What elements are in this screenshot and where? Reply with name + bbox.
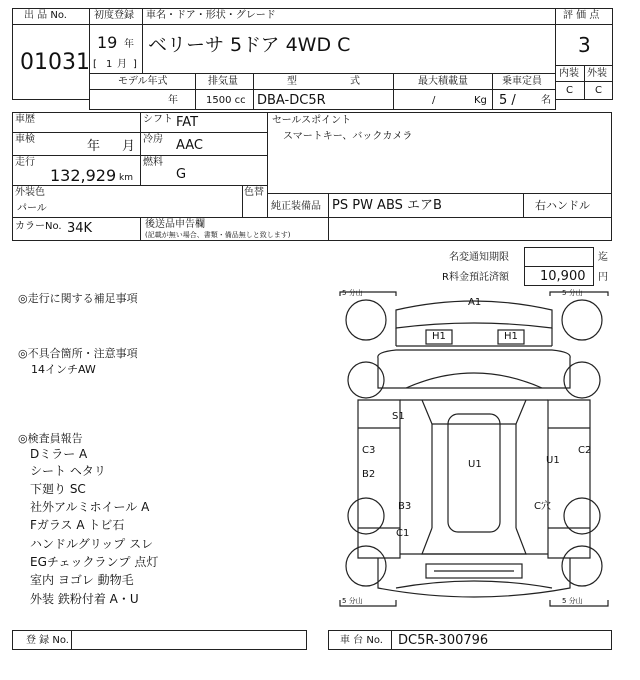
first-reg-label: 初度登録 <box>94 10 134 21</box>
mark-c3: C3 <box>362 445 376 456</box>
recycle-unit: 円 <box>598 272 608 283</box>
score-label: 評 価 点 <box>563 10 600 21</box>
tire-label-rr: 5 分山 <box>562 597 583 605</box>
interior-label: 内装 <box>559 68 579 79</box>
tire-label-rl: 5 分山 <box>342 597 363 605</box>
mark-a1: A1 <box>468 297 482 308</box>
defect-item: 14インチAW <box>31 363 96 376</box>
equipment-label: 純正装備品 <box>271 201 321 212</box>
deadline-unit: 迄 <box>598 252 608 263</box>
lot-number: 01031 <box>20 50 90 75</box>
recycle-amount: 10,900 <box>540 269 586 284</box>
reg-label: 登 録 No. <box>26 635 69 646</box>
aftermarket-note: (記載が無い場合、書類・備品無しと致します) <box>145 231 291 239</box>
shift-label: シフト <box>143 114 173 125</box>
color-change-label: 色替 <box>244 187 264 198</box>
tire-label-fl: 5 分山 <box>342 289 363 297</box>
inspection-label: 車検 <box>15 134 35 145</box>
mark-s1: S1 <box>392 411 405 422</box>
sales-point-label: セールスポイント <box>272 115 352 126</box>
car-name: ベリーサ 5ドア 4WD C <box>148 34 351 56</box>
reg-number-cell <box>71 630 307 650</box>
reg-month-unit: 月 <box>117 59 127 70</box>
aftermarket-label: 後送品申告欄 <box>145 219 205 230</box>
type-label: 型 <box>287 76 297 87</box>
inspector-item: シート ヘタリ <box>30 464 106 478</box>
mark-h1-left: H1 <box>432 331 446 342</box>
inspector-item: EGチェックランプ 点灯 <box>30 555 159 569</box>
load-label: 最大積載量 <box>418 76 468 87</box>
fuel-value: G <box>176 167 187 182</box>
reg-month: 1 <box>106 59 113 70</box>
mark-b3: B3 <box>398 501 412 512</box>
reg-month-close: ] <box>133 59 137 70</box>
car-damage-diagram <box>336 288 612 610</box>
reg-month-open: [ <box>93 59 97 70</box>
mark-u1-center: U1 <box>468 459 482 470</box>
type-label-2: 式 <box>350 76 360 87</box>
tire-label-fr: 5 分山 <box>562 289 583 297</box>
mark-b2: B2 <box>362 469 376 480</box>
displacement-label: 排気量 <box>208 76 238 87</box>
chassis-number: DC5R-300796 <box>398 633 489 648</box>
deadline-cell <box>524 247 594 267</box>
inspector-item: 下廻り SC <box>30 482 86 496</box>
mark-c1: C1 <box>396 528 410 539</box>
steering-value: 右ハンドル <box>535 199 590 212</box>
mileage-unit: km <box>119 173 133 183</box>
model-year-label: モデル年式 <box>118 76 168 87</box>
mark-c-hole: C穴 <box>534 501 551 512</box>
equipment-value: PS PW ABS エアB <box>332 198 442 213</box>
exterior-label: 外装 <box>587 68 607 79</box>
mark-u1-right: U1 <box>546 455 560 466</box>
sales-point-value: スマートキー、バックカメラ <box>283 131 413 142</box>
history-label: 車歴 <box>15 114 35 125</box>
model-code: DBA-DC5R <box>257 93 326 108</box>
aftermarket-entry-cell <box>328 217 612 241</box>
inspector-item: Dミラー A <box>30 447 88 461</box>
score-value: 3 <box>578 33 591 57</box>
color-no-label: カラーNo. <box>15 221 62 232</box>
load-unit: Kg <box>474 95 487 106</box>
shift-value: FAT <box>176 115 199 130</box>
chassis-label: 車 台 No. <box>340 635 383 646</box>
inspection-year-unit: 年 <box>87 139 101 154</box>
inspector-item: 室内 ヨゴレ 動物毛 <box>30 573 134 587</box>
inspector-item: 外装 鉄粉付着 A・U <box>30 592 139 606</box>
lot-label: 出 品 No. <box>24 10 67 21</box>
load-value: / <box>432 95 436 106</box>
capacity-value: 5 / <box>499 93 516 108</box>
reg-year-unit: 年 <box>124 39 134 50</box>
defects-heading: ◎不具合箇所・注意事項 <box>18 347 138 360</box>
mark-c2: C2 <box>578 445 592 456</box>
inspector-item: Fガラス A トビ石 <box>30 518 125 532</box>
model-year-unit: 年 <box>168 95 178 106</box>
capacity-label: 乗車定員 <box>502 76 542 87</box>
inspection-month-unit: 月 <box>122 139 136 154</box>
mileage-value: 132,929 <box>50 166 117 185</box>
color-no-value: 34K <box>67 221 93 236</box>
displacement-value: 1500 cc <box>206 95 246 106</box>
interior-grade: C <box>566 85 573 96</box>
ac-label: 冷房 <box>143 134 163 145</box>
capacity-unit: 名 <box>541 95 551 106</box>
fuel-label: 燃料 <box>143 157 163 168</box>
mileage-label: 走行 <box>15 157 35 168</box>
recycle-label: R料金預託済額 <box>442 272 509 283</box>
inspector-item: ハンドルグリップ スレ <box>30 537 154 551</box>
inspector-heading: ◎検査員報告 <box>18 432 83 445</box>
car-name-label: 車名・ドア・形状・グレード <box>146 10 276 21</box>
exterior-grade: C <box>595 85 602 96</box>
color-label: 外装色 <box>15 187 45 198</box>
deadline-label: 名変通知期限 <box>449 252 509 263</box>
ac-value: AAC <box>176 138 203 153</box>
reg-year: 19 <box>97 33 118 52</box>
inspector-item: 社外アルミホイール A <box>30 500 150 514</box>
car-outline-svg <box>336 288 612 610</box>
color-value: パール <box>17 203 47 214</box>
driving-heading: ◎走行に関する補足事項 <box>18 292 138 305</box>
mark-h1-right: H1 <box>504 331 518 342</box>
